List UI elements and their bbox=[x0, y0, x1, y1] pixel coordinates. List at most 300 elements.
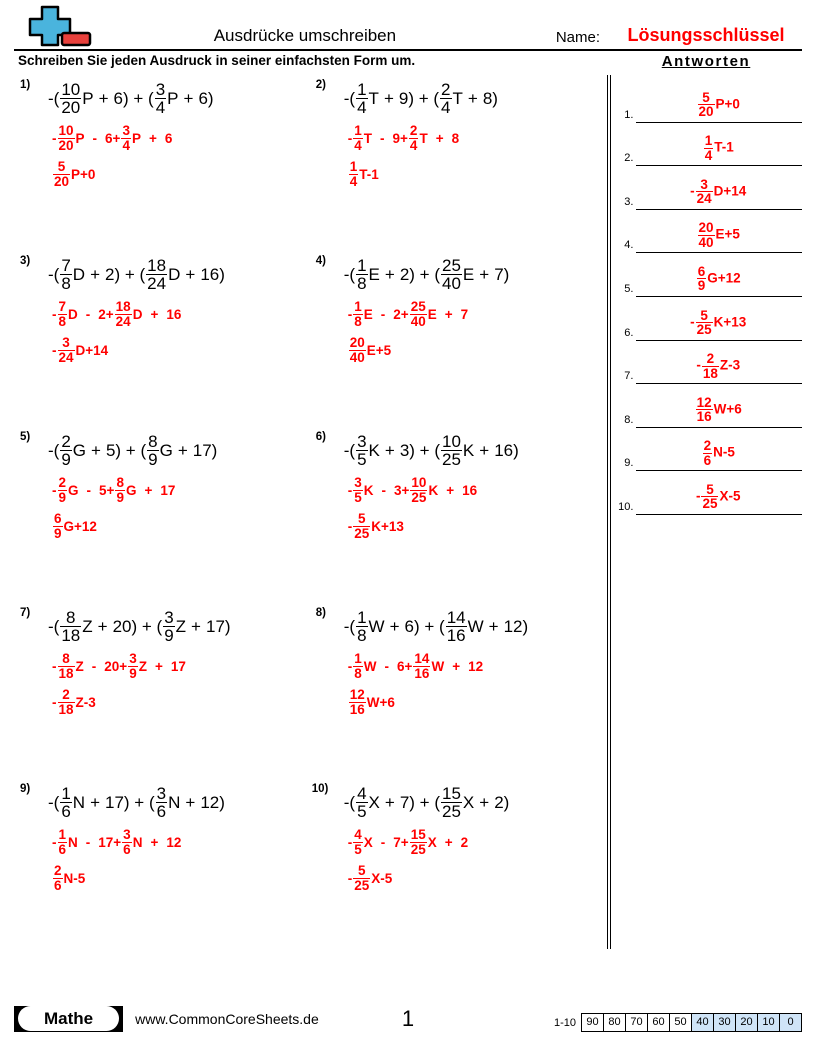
fraction-numerator: 3 bbox=[129, 651, 137, 666]
fraction-denominator: 20 bbox=[58, 137, 74, 153]
fraction-numerator: 15 bbox=[441, 783, 461, 803]
fraction-denominator: 4 bbox=[704, 147, 713, 163]
fraction-numerator: 1 bbox=[58, 827, 67, 842]
fraction-numerator: 10 bbox=[61, 79, 81, 99]
fraction-denominator: 6 bbox=[156, 801, 167, 821]
fraction-denominator: 6 bbox=[123, 841, 131, 857]
fraction-denominator: 40 bbox=[698, 234, 714, 250]
fraction-numerator: 5 bbox=[702, 89, 710, 105]
problem-answer: $\frac{20}{40}$ E+5 bbox=[349, 335, 392, 365]
answer-key-number: 3. bbox=[624, 195, 634, 208]
answer-key-rule bbox=[636, 427, 802, 472]
fraction bbox=[60, 785, 71, 820]
problem-work-step: - $\frac{1}{8}$ W - 6+ $\frac{14}{16}$ W + 12 bbox=[347, 651, 484, 681]
fraction-denominator: 4 bbox=[122, 137, 130, 153]
answer-key-item-6 bbox=[611, 297, 802, 341]
fraction-numerator: 3 bbox=[156, 783, 167, 803]
answer-key-value: - $\frac{3}{24}$ D+14 bbox=[690, 176, 747, 207]
problem-answer: $\frac{2}{6}$ N-5 bbox=[54, 863, 86, 893]
fraction bbox=[697, 265, 707, 293]
fraction-denominator: 6 bbox=[54, 877, 62, 893]
grading-scale-cell-20: 20 bbox=[735, 1013, 757, 1032]
fraction-denominator: 8 bbox=[58, 313, 67, 329]
fraction bbox=[353, 512, 370, 540]
fraction-denominator: 18 bbox=[61, 625, 81, 645]
fraction bbox=[353, 300, 363, 328]
fraction bbox=[155, 81, 166, 116]
fraction bbox=[356, 433, 367, 468]
fraction-numerator: 2 bbox=[706, 351, 715, 367]
fraction-numerator: 1 bbox=[357, 79, 367, 99]
answer-key-badge: Lösungsschlüssel bbox=[627, 25, 785, 45]
problem-expression: -( $\frac{7}{8}$ D + 2) + ( $\frac{18}{24}$ D + 16) bbox=[48, 255, 225, 293]
fraction-numerator: 7 bbox=[58, 299, 67, 314]
answer-key-value: $\frac{6}{9}$ G+12 bbox=[697, 263, 741, 294]
answer-key-item-4 bbox=[611, 210, 802, 254]
problem-expression: -( $\frac{10}{20}$ P + 6) + ( $\frac{3}{4}$ P + 6) bbox=[48, 79, 214, 117]
fraction-denominator: 4 bbox=[354, 137, 362, 153]
answer-key-item-3 bbox=[611, 166, 802, 210]
fraction-denominator: 25 bbox=[354, 877, 370, 893]
fraction-numerator: 8 bbox=[66, 607, 76, 627]
fraction bbox=[58, 476, 68, 504]
answers-heading: Antworten bbox=[661, 53, 751, 70]
fraction-denominator: 24 bbox=[58, 349, 74, 365]
answer-key-item-1 bbox=[611, 79, 802, 123]
problem-answer: - $\frac{2}{18}$ Z-3 bbox=[52, 687, 96, 717]
fraction-numerator: 8 bbox=[116, 475, 124, 490]
fraction-numerator: 25 bbox=[441, 255, 461, 275]
fraction-denominator: 24 bbox=[115, 313, 131, 329]
fraction-numerator: 1 bbox=[357, 255, 367, 275]
problem-5 bbox=[14, 431, 310, 607]
problem-expression: -( $\frac{1}{6}$ N + 17) + ( $\frac{3}{6}$ N + 12) bbox=[48, 783, 225, 821]
instruction-row bbox=[14, 53, 802, 75]
site-url: www.CommonCoreSheets.de bbox=[135, 1011, 319, 1027]
fraction bbox=[60, 433, 71, 468]
fraction-denominator: 9 bbox=[697, 278, 706, 294]
problem-answer: - $\frac{5}{25}$ K+13 bbox=[347, 511, 404, 541]
answer-key-number: 5. bbox=[624, 282, 634, 295]
answer-key-value: $\frac{20}{40}$ E+5 bbox=[698, 220, 740, 250]
fraction-denominator: 25 bbox=[411, 489, 427, 505]
fraction bbox=[58, 300, 68, 328]
page-number: 1 bbox=[401, 1006, 415, 1031]
answer-key-number: 4. bbox=[624, 239, 634, 252]
fraction-numerator: 20 bbox=[698, 220, 714, 236]
problem-number: 7) bbox=[20, 607, 31, 619]
fraction bbox=[356, 257, 367, 292]
fraction-denominator: 9 bbox=[58, 489, 67, 505]
problem-number: 5) bbox=[20, 431, 31, 443]
fraction-denominator: 18 bbox=[58, 665, 74, 681]
fraction bbox=[115, 476, 125, 504]
fraction-numerator: 14 bbox=[446, 607, 466, 627]
fraction-denominator: 18 bbox=[58, 701, 74, 717]
fraction-numerator: 8 bbox=[62, 651, 70, 666]
fraction bbox=[349, 688, 366, 716]
fraction-denominator: 4 bbox=[349, 173, 358, 189]
answer-key-item-9 bbox=[611, 428, 802, 472]
grading-scale bbox=[554, 1013, 802, 1032]
fraction-numerator: 5 bbox=[706, 481, 714, 497]
name-label: Name: bbox=[555, 29, 600, 46]
answer-key-rule bbox=[636, 470, 802, 515]
answer-key-value: - $\frac{5}{25}$ X-5 bbox=[695, 481, 741, 512]
answer-key-value: $\frac{1}{4}$ T-1 bbox=[704, 133, 734, 163]
problem-work-step: - $\frac{3}{5}$ K - 3+ $\frac{10}{25}$ K + 16 bbox=[347, 475, 478, 505]
grading-scale-cell-10: 10 bbox=[757, 1013, 779, 1032]
problem-answer: $\frac{12}{16}$ W+6 bbox=[349, 687, 395, 717]
fraction-numerator: 12 bbox=[696, 394, 712, 410]
page-header bbox=[14, 0, 802, 51]
fraction-numerator: 2 bbox=[58, 475, 67, 490]
answer-key-number: 9. bbox=[624, 457, 634, 470]
fraction bbox=[115, 300, 132, 328]
fraction bbox=[60, 81, 81, 116]
problem-work-step: - $\frac{1}{6}$ N - 17+ $\frac{3}{6}$ N + 12 bbox=[52, 827, 182, 857]
fraction-denominator: 4 bbox=[441, 97, 451, 117]
fraction-denominator: 25 bbox=[354, 525, 370, 541]
problem-work-step: - $\frac{1}{8}$ E - 2+ $\frac{25}{40}$ E + 7 bbox=[347, 299, 469, 329]
fraction bbox=[698, 221, 715, 249]
answer-key-item-8 bbox=[611, 384, 802, 428]
problem-expression: -( $\frac{1}{8}$ W + 6) + ( $\frac{14}{16}$ W + 12) bbox=[343, 607, 529, 645]
fraction bbox=[703, 439, 713, 467]
answer-key-rule bbox=[636, 252, 802, 297]
fraction-numerator: 25 bbox=[410, 299, 426, 314]
grading-scale-cell-70: 70 bbox=[625, 1013, 647, 1032]
fraction bbox=[353, 828, 363, 856]
problem-work-step: - $\frac{7}{8}$ D - 2+ $\frac{18}{24}$ D + 16 bbox=[52, 299, 182, 329]
fraction bbox=[147, 433, 158, 468]
fraction-denominator: 6 bbox=[703, 452, 712, 468]
problem-number: 4) bbox=[315, 255, 326, 267]
fraction-denominator: 4 bbox=[409, 137, 418, 153]
fraction-numerator: 5 bbox=[57, 159, 66, 174]
fraction-denominator: 20 bbox=[54, 173, 70, 189]
fraction-numerator: 1 bbox=[61, 783, 71, 803]
problem-work-step: - $\frac{10}{20}$ P - 6+ $\frac{3}{4}$ P + 6 bbox=[52, 123, 173, 153]
answer-key-item-2 bbox=[611, 123, 802, 167]
answer-key-rule bbox=[636, 340, 802, 385]
fraction bbox=[58, 688, 75, 716]
fraction bbox=[58, 124, 75, 152]
fraction-numerator: 20 bbox=[349, 335, 365, 350]
fraction-denominator: 18 bbox=[702, 365, 718, 381]
fraction-denominator: 25 bbox=[702, 496, 718, 512]
problem-expression: -( $\frac{4}{5}$ X + 7) + ( $\frac{15}{25}$ X + 2) bbox=[343, 783, 510, 821]
problem-expression: -( $\frac{1}{4}$ T + 9) + ( $\frac{2}{4}$ T + 8) bbox=[343, 79, 498, 117]
fraction bbox=[410, 828, 427, 856]
fraction-numerator: 5 bbox=[700, 307, 708, 323]
grading-scale-cell-50: 50 bbox=[669, 1013, 691, 1032]
grading-scale-cell-40: 40 bbox=[691, 1013, 713, 1032]
fraction bbox=[441, 257, 462, 292]
fraction-denominator: 20 bbox=[61, 97, 81, 117]
fraction bbox=[446, 609, 467, 644]
problem-number: 6) bbox=[315, 431, 326, 443]
fraction-numerator: 3 bbox=[357, 431, 367, 451]
problem-expression: -( $\frac{8}{18}$ Z + 20) + ( $\frac{3}{9}$ Z + 17) bbox=[48, 607, 231, 645]
fraction-denominator: 5 bbox=[357, 801, 367, 821]
fraction-numerator: 1 bbox=[349, 159, 358, 174]
fraction bbox=[356, 609, 367, 644]
problem-number: 2) bbox=[315, 79, 326, 91]
fraction-denominator: 25 bbox=[441, 449, 461, 469]
problem-work-step: - $\frac{4}{5}$ X - 7+ $\frac{15}{25}$ X + 2 bbox=[347, 827, 469, 857]
fraction-denominator: 6 bbox=[58, 841, 67, 857]
fraction-denominator: 5 bbox=[354, 841, 362, 857]
fraction bbox=[122, 828, 132, 856]
fraction-denominator: 20 bbox=[698, 104, 714, 120]
fraction-numerator: 3 bbox=[122, 123, 130, 138]
fraction bbox=[353, 652, 363, 680]
problem-1 bbox=[14, 79, 310, 255]
fraction bbox=[349, 160, 359, 188]
fraction-numerator: 14 bbox=[414, 651, 430, 666]
fraction-denominator: 5 bbox=[357, 449, 367, 469]
answer-key-column bbox=[611, 75, 802, 955]
fraction bbox=[53, 864, 63, 892]
fraction-numerator: 3 bbox=[155, 79, 166, 99]
answer-key-value: - $\frac{5}{25}$ K+13 bbox=[690, 307, 747, 338]
fraction bbox=[440, 81, 451, 116]
fraction bbox=[410, 300, 427, 328]
fraction-numerator: 18 bbox=[147, 255, 167, 275]
fraction-denominator: 9 bbox=[116, 489, 124, 505]
grading-scale-cell-90: 90 bbox=[581, 1013, 603, 1032]
fraction-denominator: 16 bbox=[414, 665, 430, 681]
instruction-text: Schreiben Sie jeden Ausdruck in seiner einfachsten Form um. bbox=[18, 53, 416, 68]
problem-expression: -( $\frac{1}{8}$ E + 2) + ( $\frac{25}{40}$ E + 7) bbox=[343, 255, 510, 293]
problem-answer: - $\frac{5}{25}$ X-5 bbox=[347, 863, 393, 893]
problem-expression: -( $\frac{2}{9}$ G + 5) + ( $\frac{8}{9}$ G + 17) bbox=[48, 431, 218, 469]
fraction bbox=[353, 864, 370, 892]
answer-key-item-7 bbox=[611, 341, 802, 385]
fraction-numerator: 7 bbox=[61, 255, 71, 275]
fraction-numerator: 4 bbox=[357, 783, 367, 803]
answer-key-number: 8. bbox=[624, 413, 634, 426]
answer-key-item-5 bbox=[611, 253, 802, 297]
answer-key-value: - $\frac{2}{18}$ Z-3 bbox=[696, 351, 741, 381]
page-footer bbox=[14, 1000, 802, 1038]
grading-scale-cell-80: 80 bbox=[603, 1013, 625, 1032]
fraction-denominator: 8 bbox=[354, 665, 362, 681]
fraction-denominator: 25 bbox=[441, 801, 461, 821]
fraction bbox=[441, 433, 462, 468]
fraction-numerator: 1 bbox=[354, 123, 362, 138]
problem-work-step: - $\frac{1}{4}$ T - 9+ $\frac{2}{4}$ T + 8 bbox=[347, 123, 460, 153]
fraction-denominator: 5 bbox=[354, 489, 362, 505]
fraction bbox=[356, 785, 367, 820]
fraction bbox=[701, 483, 718, 511]
fraction-denominator: 24 bbox=[696, 191, 712, 207]
fraction-denominator: 9 bbox=[54, 525, 62, 541]
fraction bbox=[441, 785, 462, 820]
fraction-denominator: 8 bbox=[354, 313, 362, 329]
fraction bbox=[704, 134, 714, 162]
fraction bbox=[163, 609, 174, 644]
answer-key-value: $\frac{5}{20}$ P+0 bbox=[698, 89, 740, 120]
fraction-denominator: 24 bbox=[147, 273, 167, 293]
problem-8 bbox=[310, 607, 606, 783]
answer-key-value: $\frac{2}{6}$ N-5 bbox=[703, 438, 735, 468]
fraction-numerator: 3 bbox=[354, 475, 362, 490]
plus-block-logo-icon bbox=[24, 5, 94, 47]
problem-3 bbox=[14, 255, 310, 431]
fraction bbox=[409, 124, 419, 152]
fraction-numerator: 3 bbox=[164, 607, 174, 627]
problem-6 bbox=[310, 431, 606, 607]
fraction-denominator: 25 bbox=[410, 841, 426, 857]
fraction-numerator: 4 bbox=[354, 827, 362, 842]
fraction bbox=[121, 124, 131, 152]
subject-badge bbox=[14, 1006, 123, 1032]
problems-grid bbox=[14, 75, 606, 959]
fraction-numerator: 5 bbox=[358, 511, 366, 526]
fraction-denominator: 9 bbox=[61, 449, 71, 469]
fraction-numerator: 6 bbox=[697, 263, 706, 279]
grading-scale-cells bbox=[581, 1013, 802, 1032]
answer-key-item-10 bbox=[611, 471, 802, 515]
fraction-denominator: 16 bbox=[349, 701, 365, 717]
fraction-numerator: 1 bbox=[357, 607, 367, 627]
fraction bbox=[356, 81, 367, 116]
fraction-denominator: 9 bbox=[148, 449, 158, 469]
fraction bbox=[156, 785, 167, 820]
worksheet-body bbox=[14, 75, 802, 955]
fraction-denominator: 8 bbox=[357, 273, 367, 293]
fraction bbox=[349, 336, 366, 364]
problem-number: 10) bbox=[311, 783, 329, 795]
problem-answer: - $\frac{3}{24}$ D+14 bbox=[52, 335, 109, 365]
problem-work-step: - $\frac{8}{18}$ Z - 20+ $\frac{3}{9}$ Z + 17 bbox=[52, 651, 186, 681]
answer-key-number: 10. bbox=[618, 500, 634, 513]
problem-answer: $\frac{6}{9}$ G+12 bbox=[54, 511, 97, 541]
fraction-numerator: 8 bbox=[148, 431, 158, 451]
problem-9 bbox=[14, 783, 310, 959]
answer-key-number: 2. bbox=[624, 152, 634, 165]
fraction bbox=[698, 91, 715, 119]
fraction-numerator: 10 bbox=[441, 431, 461, 451]
fraction-denominator: 9 bbox=[164, 625, 174, 645]
fraction bbox=[60, 257, 71, 292]
fraction-numerator: 1 bbox=[354, 299, 362, 314]
problem-7 bbox=[14, 607, 310, 783]
fraction bbox=[702, 352, 719, 380]
fraction-denominator: 4 bbox=[155, 97, 166, 117]
fraction bbox=[53, 160, 70, 188]
problem-number: 8) bbox=[315, 607, 326, 619]
fraction-denominator: 6 bbox=[61, 801, 71, 821]
fraction-numerator: 2 bbox=[441, 79, 451, 99]
fraction-numerator: 6 bbox=[54, 511, 62, 526]
fraction-numerator: 2 bbox=[62, 687, 70, 702]
fraction-denominator: 40 bbox=[410, 313, 426, 329]
fraction-denominator: 25 bbox=[696, 322, 712, 338]
answer-key-rule bbox=[636, 165, 802, 210]
problem-number: 1) bbox=[20, 79, 31, 91]
answer-key-number: 7. bbox=[624, 370, 634, 383]
fraction-numerator: 2 bbox=[703, 438, 712, 454]
fraction bbox=[58, 828, 68, 856]
problem-answer: $\frac{1}{4}$ T-1 bbox=[349, 159, 379, 189]
fraction bbox=[353, 476, 363, 504]
fraction-denominator: 4 bbox=[357, 97, 367, 117]
answer-key-rule bbox=[636, 383, 802, 428]
fraction bbox=[413, 652, 430, 680]
problem-answer: $\frac{5}{20}$ P+0 bbox=[54, 159, 96, 189]
fraction-numerator: 3 bbox=[700, 176, 708, 192]
fraction-numerator: 3 bbox=[123, 827, 131, 842]
fraction-numerator: 15 bbox=[410, 827, 426, 842]
problem-4 bbox=[310, 255, 606, 431]
fraction bbox=[353, 124, 363, 152]
fraction-denominator: 8 bbox=[357, 625, 367, 645]
answer-key-rule bbox=[636, 296, 802, 341]
fraction-denominator: 40 bbox=[441, 273, 461, 293]
grading-scale-label: 1-10 bbox=[553, 1016, 576, 1029]
page-title: Ausdrücke umschreiben bbox=[213, 26, 397, 45]
problem-work-step: - $\frac{2}{9}$ G - 5+ $\frac{8}{9}$ G + 17 bbox=[52, 475, 176, 505]
answer-key-rule bbox=[636, 122, 802, 167]
fraction-numerator: 10 bbox=[411, 475, 427, 490]
fraction bbox=[58, 652, 75, 680]
answer-key-rule bbox=[636, 78, 802, 123]
fraction-denominator: 9 bbox=[129, 665, 137, 681]
fraction-denominator: 16 bbox=[446, 625, 466, 645]
fraction bbox=[696, 396, 713, 424]
fraction bbox=[696, 178, 713, 206]
fraction-numerator: 1 bbox=[704, 133, 713, 149]
fraction-numerator: 10 bbox=[58, 123, 74, 138]
fraction-numerator: 1 bbox=[354, 651, 362, 666]
fraction-denominator: 8 bbox=[61, 273, 71, 293]
fraction-numerator: 5 bbox=[358, 863, 366, 878]
answer-key-rule bbox=[636, 209, 802, 254]
problem-10 bbox=[310, 783, 606, 959]
fraction-numerator: 2 bbox=[54, 863, 62, 878]
answer-key-value: $\frac{12}{16}$ W+6 bbox=[696, 394, 742, 425]
fraction bbox=[53, 512, 63, 540]
problem-2 bbox=[310, 79, 606, 255]
problem-number: 9) bbox=[20, 783, 31, 795]
answer-key-list bbox=[611, 79, 802, 515]
grading-scale-cell-30: 30 bbox=[713, 1013, 735, 1032]
fraction-denominator: 40 bbox=[349, 349, 365, 365]
problem-number: 3) bbox=[20, 255, 31, 267]
fraction-numerator: 2 bbox=[61, 431, 71, 451]
fraction bbox=[146, 257, 167, 292]
fraction-numerator: 2 bbox=[409, 123, 418, 138]
fraction bbox=[58, 336, 75, 364]
fraction bbox=[410, 476, 427, 504]
grading-scale-cell-0: 0 bbox=[779, 1013, 802, 1032]
fraction bbox=[128, 652, 138, 680]
fraction-numerator: 3 bbox=[62, 335, 70, 350]
fraction-numerator: 12 bbox=[349, 687, 365, 702]
fraction-numerator: 18 bbox=[115, 299, 131, 314]
fraction bbox=[60, 609, 81, 644]
fraction-denominator: 16 bbox=[696, 409, 712, 425]
subject-label: Mathe bbox=[18, 1006, 119, 1031]
grading-scale-cell-60: 60 bbox=[647, 1013, 669, 1032]
answer-key-number: 6. bbox=[624, 326, 634, 339]
fraction bbox=[696, 309, 713, 337]
problems-column bbox=[14, 75, 606, 955]
problem-expression: -( $\frac{3}{5}$ K + 3) + ( $\frac{10}{25}$ K + 16) bbox=[343, 431, 519, 469]
